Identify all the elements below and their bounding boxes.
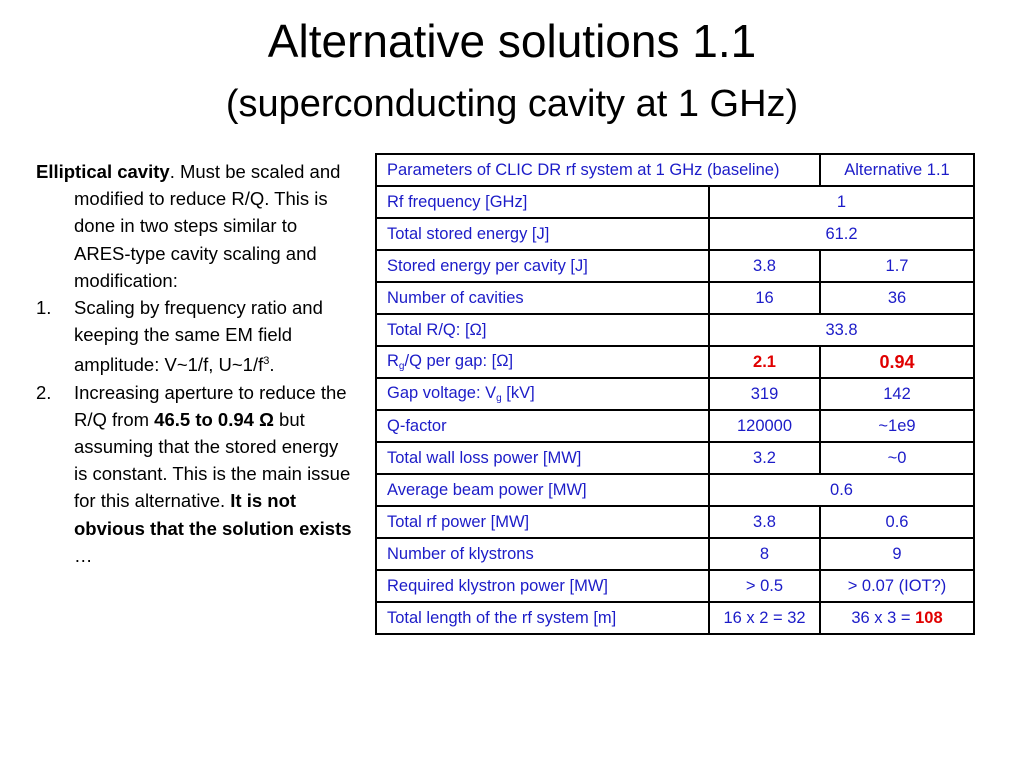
baseline-value-cell: 16 x 2 = 32 xyxy=(709,602,820,634)
intro-rest: . Must be scaled and modified to reduce R/Q. This is done in two steps similar to ARES-type cavity scaling and modification: xyxy=(74,161,341,291)
param-cell: Q-factor xyxy=(376,410,709,442)
baseline-value-cell: 16 xyxy=(709,282,820,314)
param-cell: Stored energy per cavity [J] xyxy=(376,250,709,282)
step-end-1: . xyxy=(269,354,275,376)
table-row xyxy=(376,250,974,282)
baseline-value-cell: 2.1 xyxy=(709,346,820,378)
alternative-value-cell: 36 x 3 = 108 xyxy=(820,602,974,634)
baseline-value-cell: 3.2 xyxy=(709,442,820,474)
baseline-value-cell: 3.8 xyxy=(709,506,820,538)
step-number-1: 1. xyxy=(36,297,52,319)
merged-value-cell: 0.6 xyxy=(709,474,974,506)
merged-value-cell: 33.8 xyxy=(709,314,974,346)
alternative-value-cell: 0.94 xyxy=(820,346,974,378)
table-row xyxy=(376,282,974,314)
baseline-value-cell: > 0.5 xyxy=(709,570,820,602)
param-cell: Total length of the rf system [m] xyxy=(376,602,709,634)
table-row xyxy=(376,346,974,378)
intro-paragraph xyxy=(36,158,356,294)
param-cell: Number of cavities xyxy=(376,282,709,314)
header-alternative: Alternative 1.1 xyxy=(820,154,974,186)
baseline-value-cell: 120000 xyxy=(709,410,820,442)
step-text-2b: but assuming that the stored energy is constant. This is the main issue for this alternative. xyxy=(74,408,351,512)
alternative-value-cell: ~0 xyxy=(820,442,974,474)
step-bold-2b: It is not obvious that the solution exists xyxy=(74,490,352,539)
steps-list xyxy=(36,294,356,569)
alternative-value-cell: 36 xyxy=(820,282,974,314)
step-end-2: … xyxy=(74,544,93,566)
header-baseline: Parameters of CLIC DR rf system at 1 GHz (baseline) xyxy=(376,154,820,186)
table-row xyxy=(376,378,974,410)
merged-value-cell: 61.2 xyxy=(709,218,974,250)
table-row xyxy=(376,442,974,474)
step-number-2: 2. xyxy=(36,381,52,403)
table-row xyxy=(376,506,974,538)
param-cell: Total stored energy [J] xyxy=(376,218,709,250)
param-cell: Number of klystrons xyxy=(376,538,709,570)
step-item-1 xyxy=(36,294,356,379)
baseline-value-cell: 8 xyxy=(709,538,820,570)
step-item-2 xyxy=(36,379,356,569)
step-bold-2a: 46.5 to 0.94 Ω xyxy=(154,408,274,430)
param-cell: Required klystron power [MW] xyxy=(376,570,709,602)
highlighted-value: 108 xyxy=(915,608,943,627)
parameters-table xyxy=(375,153,975,635)
table-row xyxy=(376,314,974,346)
baseline-value-cell: 319 xyxy=(709,378,820,410)
step-text-1: Scaling by frequency ratio and keeping the same EM field amplitude: V~1/f, U~1/f xyxy=(74,297,323,376)
table-row xyxy=(376,410,974,442)
alternative-value-cell: ~1e9 xyxy=(820,410,974,442)
merged-value-cell: 1 xyxy=(709,186,974,218)
table-row xyxy=(376,538,974,570)
table-row xyxy=(376,186,974,218)
param-cell: Total wall loss power [MW] xyxy=(376,442,709,474)
table-row xyxy=(376,570,974,602)
alternative-value-cell: 0.6 xyxy=(820,506,974,538)
table-row xyxy=(376,218,974,250)
step-text-2a: Increasing aperture to reduce the R/Q from xyxy=(74,381,347,430)
alternative-value-cell: 142 xyxy=(820,378,974,410)
param-cell: Total rf power [MW] xyxy=(376,506,709,538)
slide-title: Alternative solutions 1.1 xyxy=(267,15,757,67)
alternative-value-cell: 9 xyxy=(820,538,974,570)
description-text xyxy=(36,158,356,569)
table-header-row xyxy=(376,154,974,186)
table-row xyxy=(376,474,974,506)
param-cell: Total R/Q: [Ω] xyxy=(376,314,709,346)
baseline-value-cell: 3.8 xyxy=(709,250,820,282)
intro-bold: Elliptical cavity xyxy=(36,161,170,182)
param-cell: Average beam power [MW] xyxy=(376,474,709,506)
param-cell: Gap voltage: $V_g$ [kV] xyxy=(376,378,709,410)
alternative-value-cell: > 0.07 (IOT?) xyxy=(820,570,974,602)
alternative-value-cell: 1.7 xyxy=(820,250,974,282)
table-row xyxy=(376,602,974,634)
param-cell: Rf frequency [GHz] xyxy=(376,186,709,218)
param-cell: $R_g/Q$ per gap: [Ω] xyxy=(376,346,709,378)
slide-subtitle: (superconducting cavity at 1 GHz) xyxy=(225,83,799,125)
step-superscript: 3 xyxy=(263,355,270,368)
